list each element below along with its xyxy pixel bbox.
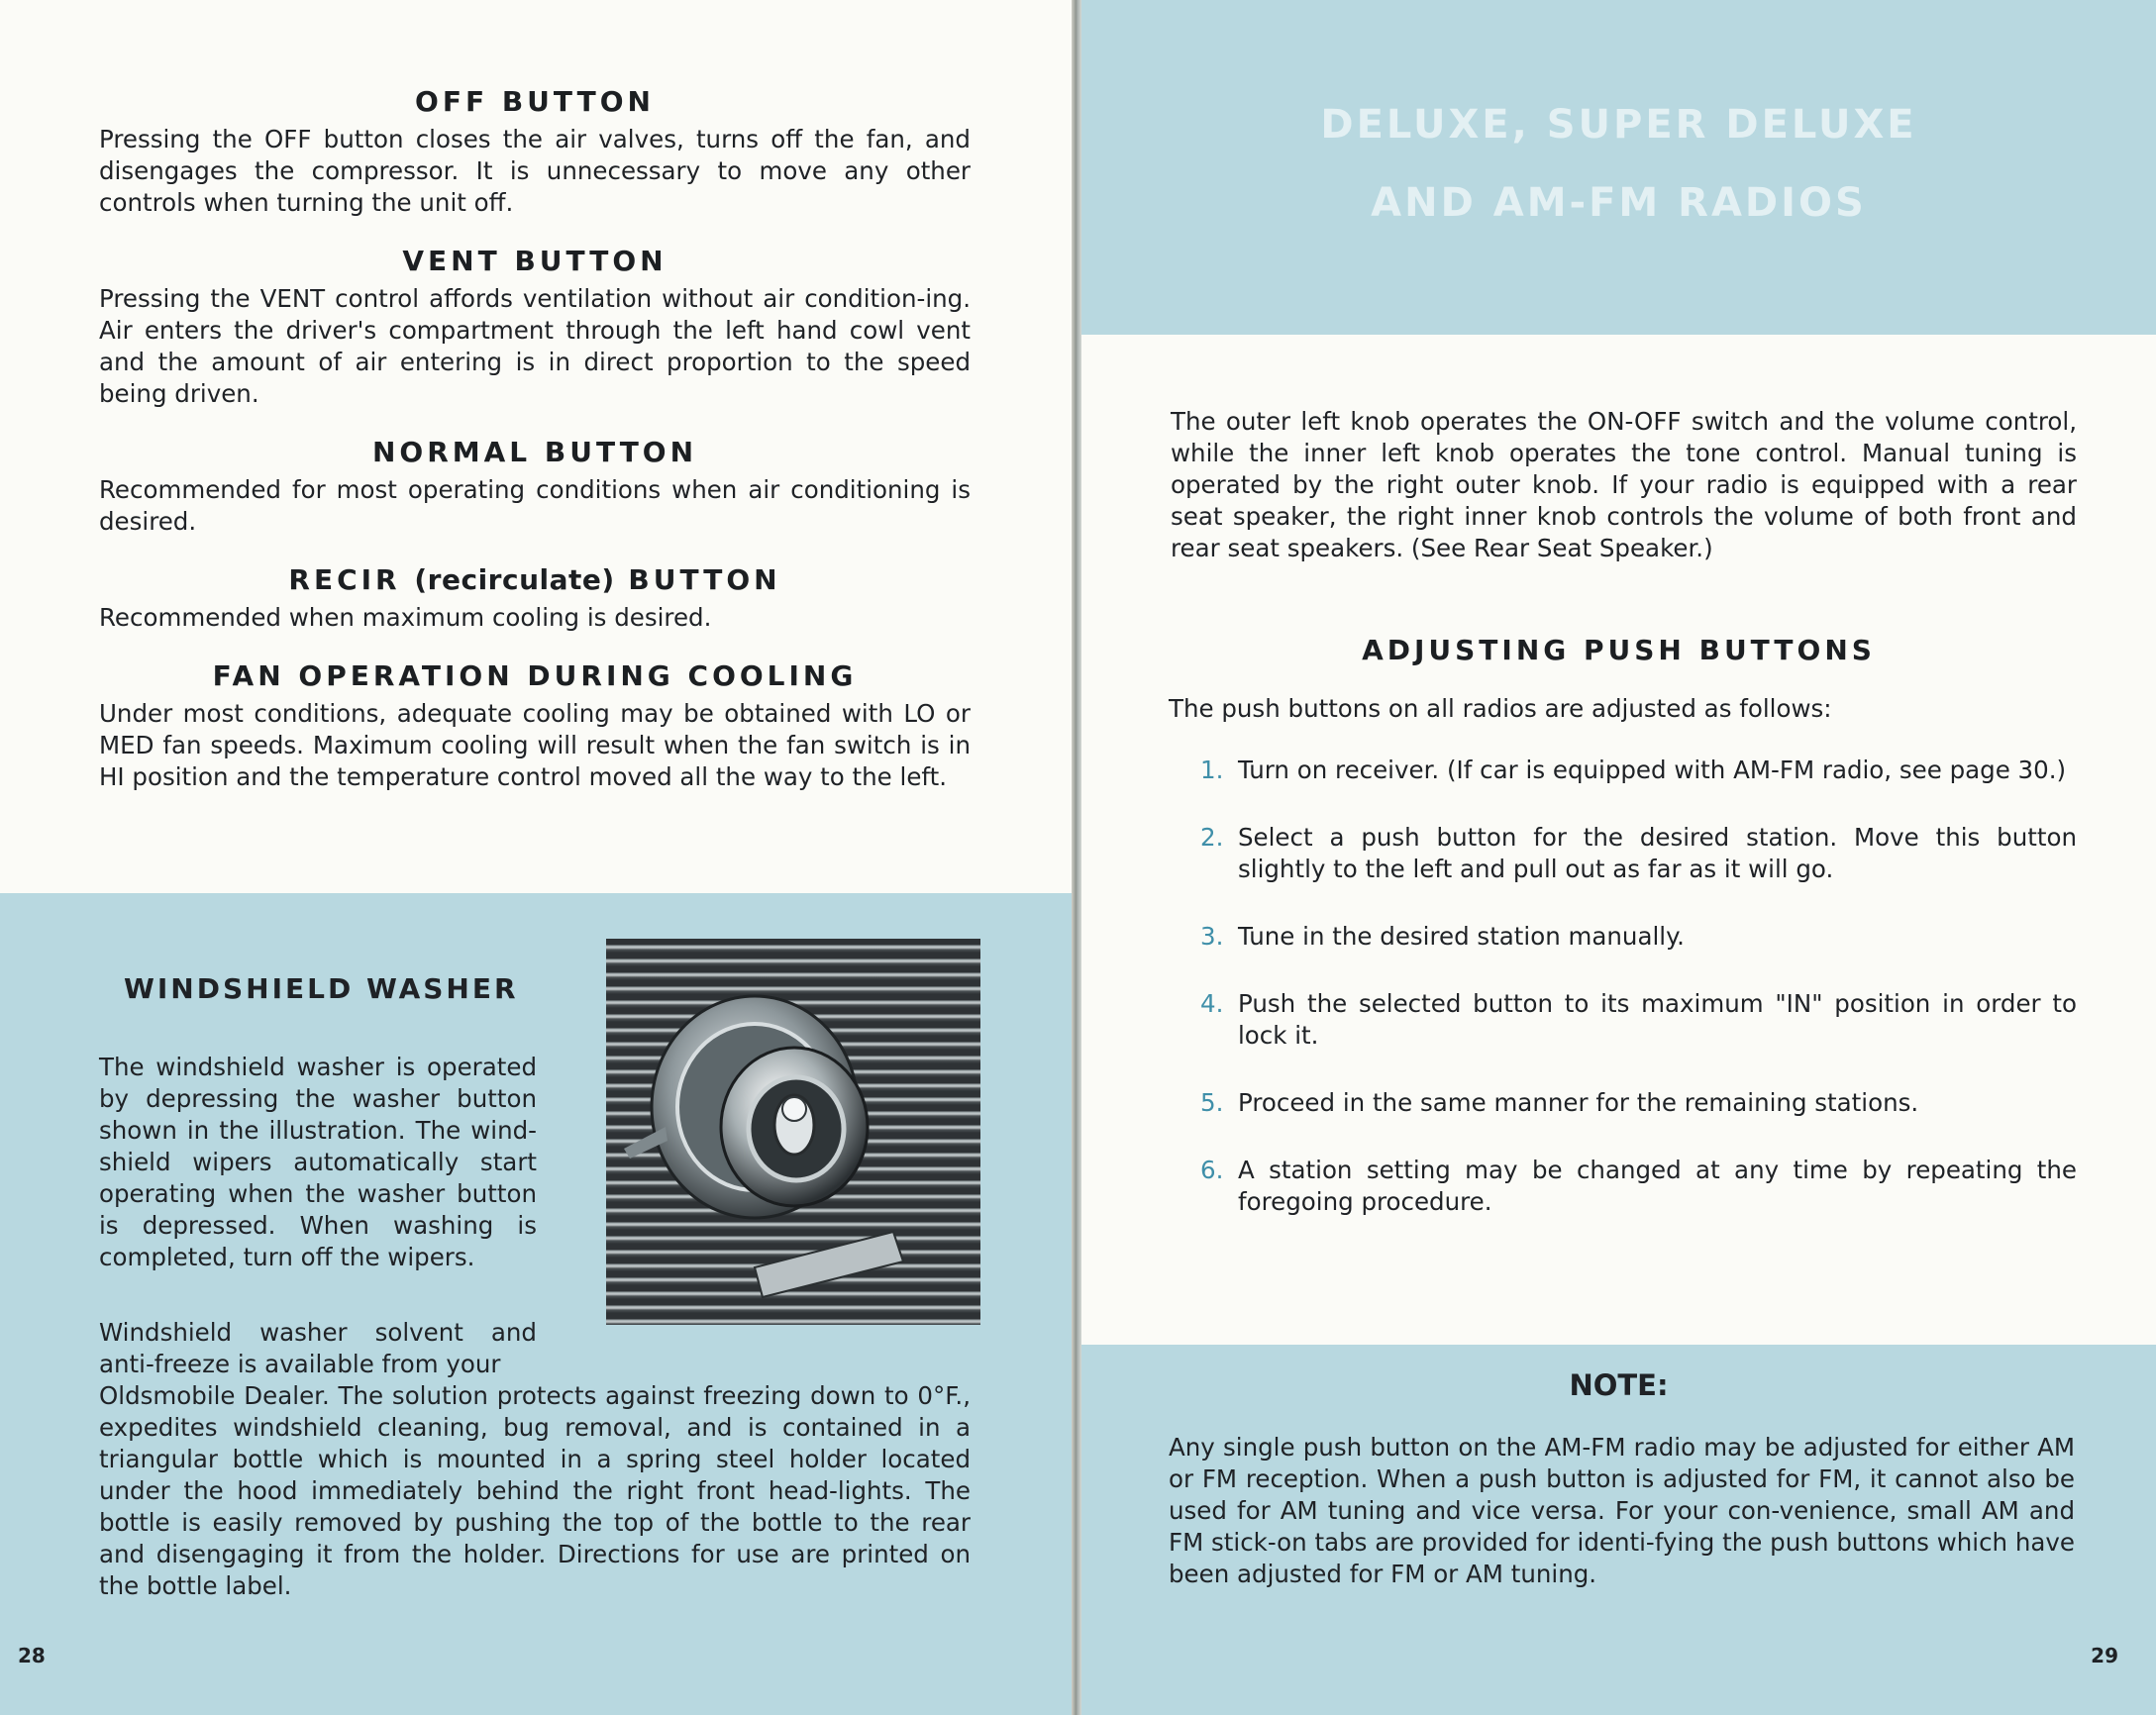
page-title: DELUXE, SUPER DELUXE (1320, 102, 1917, 148)
radio-intro: The outer left knob operates the ON-OFF switch and the volume control, while the inner left knob operates the tone control. Manual tuning is operated by the right outer knob. If your radio is equipped with a rear seat speaker, the right inner knob controls the volume of both front and rear seat speakers. (See Rear Seat Speaker.) (1171, 407, 2077, 562)
step-text: Select a push button for the desired station. Move this button slightly to the left and pull out as far as it will go. (1238, 823, 2077, 883)
heading-part: BUTTON (628, 563, 781, 596)
steps-list (1200, 755, 2077, 1254)
step-text: A station setting may be changed at any time by repeating the foregoing procedure. (1238, 1156, 2077, 1216)
step-number: 4. (1200, 989, 1224, 1018)
section-heading: FAN OPERATION DURING COOLING (212, 659, 858, 692)
list-item (1200, 1155, 2077, 1218)
heading-part: (recirculate) (414, 563, 615, 596)
step-number: 2. (1200, 823, 1224, 852)
section-heading: ADJUSTING PUSH BUTTONS (1362, 634, 1876, 666)
wiper-knob-icon (606, 939, 980, 1325)
section-heading: NORMAL BUTTON (371, 436, 698, 468)
step-number: 1. (1200, 756, 1224, 784)
book-spine (1072, 0, 1081, 1715)
page-number: 28 (18, 1644, 46, 1667)
wiper-knob-photo (606, 939, 980, 1325)
step-number: 5. (1200, 1088, 1224, 1117)
section-text: Under most conditions, adequate cooling may be obtained with LO or MED fan speeds. Maximum cooling will result when the fan switch is in HI position and the temperature control moved all the way to the left. (99, 699, 971, 791)
vent-button-section (99, 245, 971, 410)
list-item (1200, 822, 2077, 885)
washer-paragraph: The windshield washer is operated by depressing the washer button shown in the illustration. The wind-shield wipers automatically start operating when the washer button is depressed. When washing is completed, turn off the wipers. (99, 1053, 537, 1271)
climate-controls-text (99, 85, 971, 819)
section-heading: VENT BUTTON (402, 245, 667, 277)
section-text: Recommended when maximum cooling is desired. (99, 603, 712, 632)
off-button-section (99, 85, 971, 219)
note-heading: NOTE: (1569, 1368, 1669, 1402)
step-text: Push the selected button to its maximum "IN" position in order to lock it. (1238, 989, 2077, 1050)
step-text: Tune in the desired station manually. (1238, 922, 1685, 951)
list-item (1200, 755, 2077, 786)
washer-title: WINDSHIELD WASHER (124, 972, 519, 1005)
washer-paragraph: Oldsmobile Dealer. The solution protects against freezing down to 0°F., expedites windshield cleaning, bug removal, and is contained in a triangular bottle which is mounted in a spring steel holder located under the hood immediately behind the right front head-lights. The bottle is easily removed by pushing the top of the bottle to the rear and disengaging it from the holder. Directions for use are printed on the bottle label. (99, 1381, 971, 1600)
windshield-washer-panel (0, 893, 1072, 1715)
note-panel (1081, 1345, 2156, 1715)
section-text: Pressing the VENT control affords ventilation without air condition-ing. Air enters the driver's compartment through the left hand cowl vent and the amount of air entering is in direct proportion to the speed being driven. (99, 284, 971, 408)
left-page (0, 0, 1072, 1715)
list-item (1200, 988, 2077, 1052)
right-page (1081, 0, 2156, 1715)
recir-button-section (99, 563, 971, 634)
washer-paragraph: Windshield washer solvent and anti-freeze is available from your (99, 1318, 537, 1378)
step-text: Turn on receiver. (If car is equipped with AM-FM radio, see page 30.) (1238, 756, 2067, 784)
list-item (1200, 921, 2077, 953)
radio-header-panel (1081, 0, 2156, 335)
adjusting-section (1081, 634, 2156, 666)
fan-operation-section (99, 659, 971, 793)
normal-button-section (99, 436, 971, 538)
section-heading (99, 563, 971, 596)
list-item (1200, 1087, 2077, 1119)
section-text: Pressing the OFF button closes the air valves, turns off the fan, and disengages the compressor. It is unnecessary to move any other controls when turning the unit off. (99, 125, 971, 217)
page-number: 29 (2091, 1644, 2118, 1667)
section-text: Recommended for most operating conditions when air conditioning is desired. (99, 475, 971, 536)
adjusting-intro: The push buttons on all radios are adjusted as follows: (1169, 694, 1832, 723)
step-number: 6. (1200, 1156, 1224, 1184)
step-text: Proceed in the same manner for the remaining stations. (1238, 1088, 1919, 1117)
step-number: 3. (1200, 922, 1224, 951)
note-text: Any single push button on the AM-FM radio may be adjusted for either AM or FM reception. When a push button is adjusted for FM, it cannot also be used for AM tuning and vice versa. For your con-venience, small AM and FM stick-on tabs are provided for identi-fying the push buttons which have been adjusted for FM or AM tuning. (1169, 1433, 2075, 1588)
page-title: AND AM-FM RADIOS (1371, 180, 1867, 226)
heading-part: RECIR (288, 563, 401, 596)
section-heading: OFF BUTTON (415, 85, 655, 118)
